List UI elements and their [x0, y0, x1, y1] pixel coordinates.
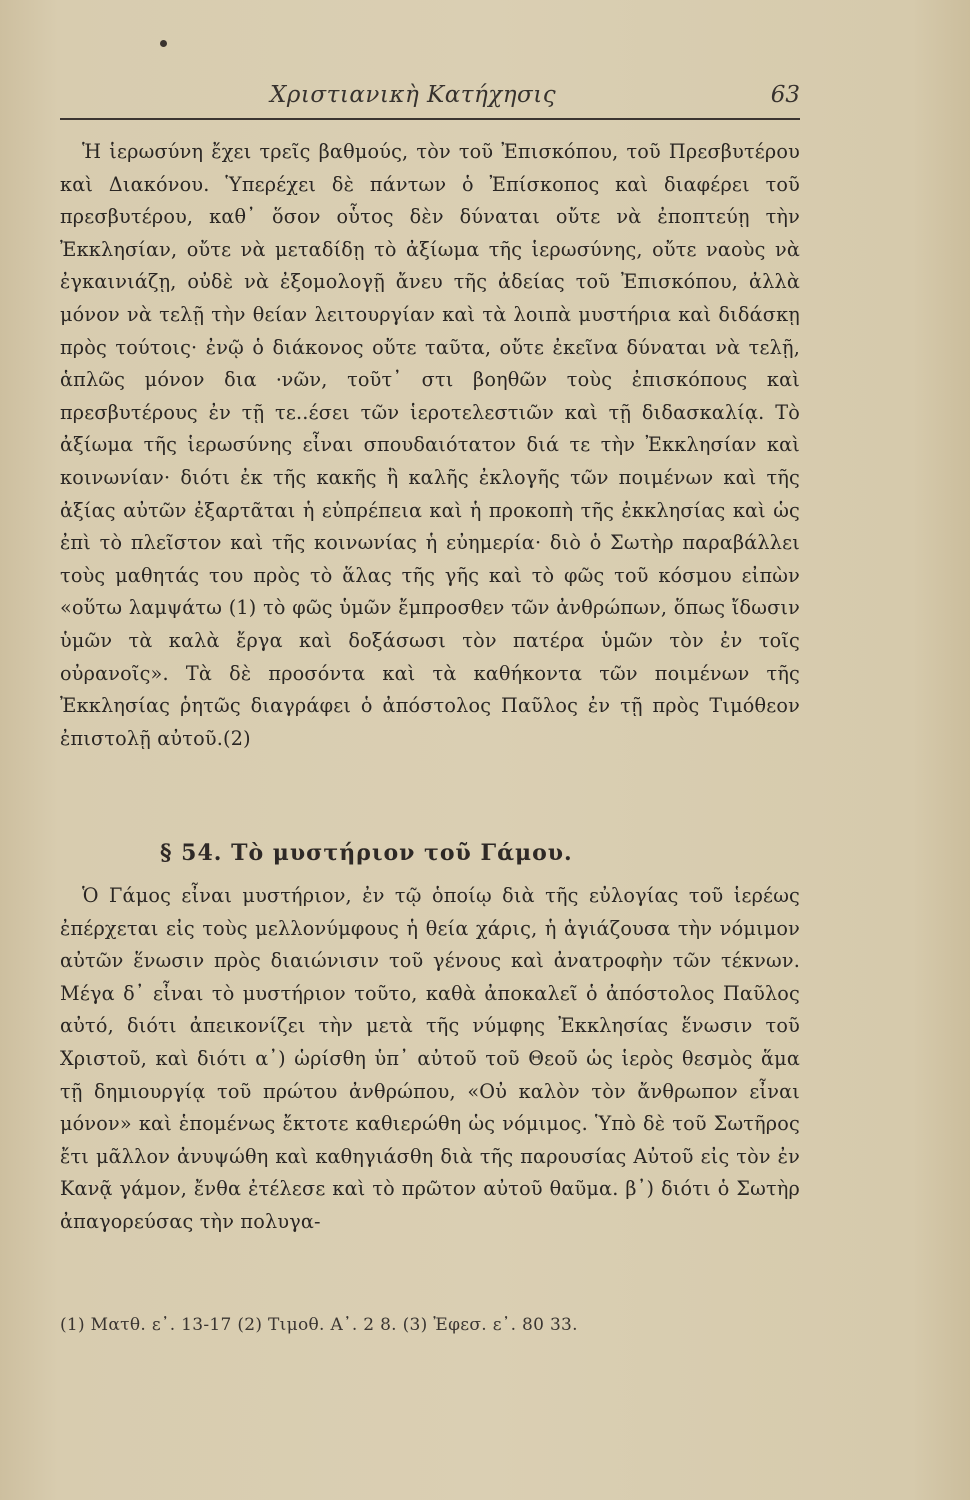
footnotes: (1) Ματθ. ε᾽. 13-17 (2) Τιμοθ. Α᾽. 2 8. (3) Ἐφεσ. ε᾽. 80 33.: [60, 1315, 578, 1335]
header-rule: [60, 118, 800, 120]
paragraph-priesthood: Ἡ ἱερωσύνη ἔχει τρεῖς βαθμούς, τὸν τοῦ Ἐπισκόπου, τοῦ Πρεσβυτέρου καὶ Διακόνου. Ὑπερέχει δὲ πάντων ὁ Ἐπίσκοπος καὶ διαφέρει τοῦ πρεσβυτέρου, καθ᾽ ὅσον οὗτος δὲν δύναται οὔτε νὰ ἐποπτεύῃ τὴν Ἐκκλησίαν, οὔτε νὰ μεταδίδῃ τὸ ἀξίωμα τῆς ἱερωσύνης, οὔτε ναοὺς νὰ ἐγκαινιάζῃ, οὐδὲ νὰ ἐξομολογῇ ἄνευ τῆς ἀδείας τοῦ Ἐπισκόπου, ἀλλὰ μόνον νὰ τελῇ τὴν θείαν λειτουργίαν καὶ τὰ λοιπὰ μυστήρια καὶ διδάσκῃ πρὸς τούτοις· ἐνῷ ὁ διάκονος οὔτε ταῦτα, οὔτε ἐκεῖνα δύναται νὰ τελῇ, ἁπλῶς μόνον δια ⸱νῶν, τοῦτ᾽ στι βοηθῶν τοὺς ἐπισκόπους καὶ πρεσβυτέρους ἐν τῇ τε..έσει τῶν ἱεροτελεστιῶν καὶ τῇ διδασκαλίᾳ. Τὸ ἀξίωμα τῆς ἱερωσύνης εἶναι σπουδαιότατον διά τε τὴν Ἐκκλησίαν καὶ κοινωνίαν· διότι ἐκ τῆς κακῆς ἢ καλῆς ἐκλογῆς τῶν ποιμένων καὶ τῆς ἀξίας αὐτῶν ἐξαρτᾶται ἡ εὐπρέπεια καὶ ἡ προκοπὴ τῆς ἐκκλησίας καὶ ὡς ἐπὶ τὸ πλεῖστον καὶ τῆς κοινωνίας ἡ εὐημερία· διὸ ὁ Σωτὴρ παραβάλλει τοὺς μαθητάς του πρὸς τὸ ἅλας τῆς γῆς καὶ τὸ φῶς τοῦ κόσμου εἰπὼν «οὕτω λαμψάτω (1) τὸ φῶς ὑμῶν ἔμπροσθεν τῶν ἀνθρώπων, ὅπως ἴδωσιν ὑμῶν τὰ καλὰ ἔργα καὶ δοξάσωσι τὸν πατέρα ὑμῶν τὸν ἐν τοῖς οὐρανοῖς». Τὰ δὲ προσόντα καὶ τὰ καθήκοντα τῶν ποιμένων τῆς Ἐκκλησίας ῥητῶς διαγράφει ὁ ἀπόστολος Παῦλος ἐν τῇ πρὸς Τιμόθεον ἐπιστολῇ αὐτοῦ.(2): [60, 140, 800, 750]
section-heading: § 54. Τὸ μυστήριον τοῦ Γάμου.: [160, 840, 573, 866]
paragraph-marriage: Ὁ Γάμος εἶναι μυστήριον, ἐν τῷ ὁποίῳ διὰ τῆς εὐλογίας τοῦ ἱερέως ἐπέρχεται εἰς τοὺς μελλονύμφους ἡ θεία χάρις, ἡ ἁγιάζουσα τὴν νόμιμον αὐτῶν ἕνωσιν πρὸς διαιώνισιν τοῦ γένους καὶ ἀνατροφὴν τῶν τέκνων. Μέγα δ᾽ εἶναι τὸ μυστήριον τοῦτο, καθὰ ἀποκαλεῖ ὁ ἀπόστολος Παῦλος αὐτό, διότι ἀπεικονίζει τὴν μετὰ τῆς νύμφης Ἐκκλησίας ἕνωσιν τοῦ Χριστοῦ, καὶ διότι α᾽) ὡρίσθη ὑπ᾽ αὐτοῦ τοῦ Θεοῦ ὡς ἱερὸς θεσμὸς ἅμα τῇ δημιουργίᾳ τοῦ πρώτου ἀνθρώπου, «Οὐ καλὸν τὸν ἄνθρωπον εἶναι μόνον» καὶ ἑπομένως ἔκτοτε καθιερώθη ὡς νόμιμος. Ὑπὸ δὲ τοῦ Σωτῆρος ἔτι μᾶλλον ἀνυψώθη καὶ καθηγιάσθη διὰ τῆς παρουσίας Αὐτοῦ εἰς τὸν ἐν Κανᾷ γάμον, ἔνθα ἐτέλεσε καὶ τὸ πρῶτον αὐτοῦ θαῦμα. β᾽) διότι ὁ Σωτὴρ ἀπαγορεύσας τὴν πολυγα-: [60, 884, 800, 1233]
page-number: 63: [770, 82, 800, 108]
running-header-title: Χριστιανικὴ Κατήχησις: [270, 82, 557, 108]
ink-speck: [160, 40, 167, 47]
